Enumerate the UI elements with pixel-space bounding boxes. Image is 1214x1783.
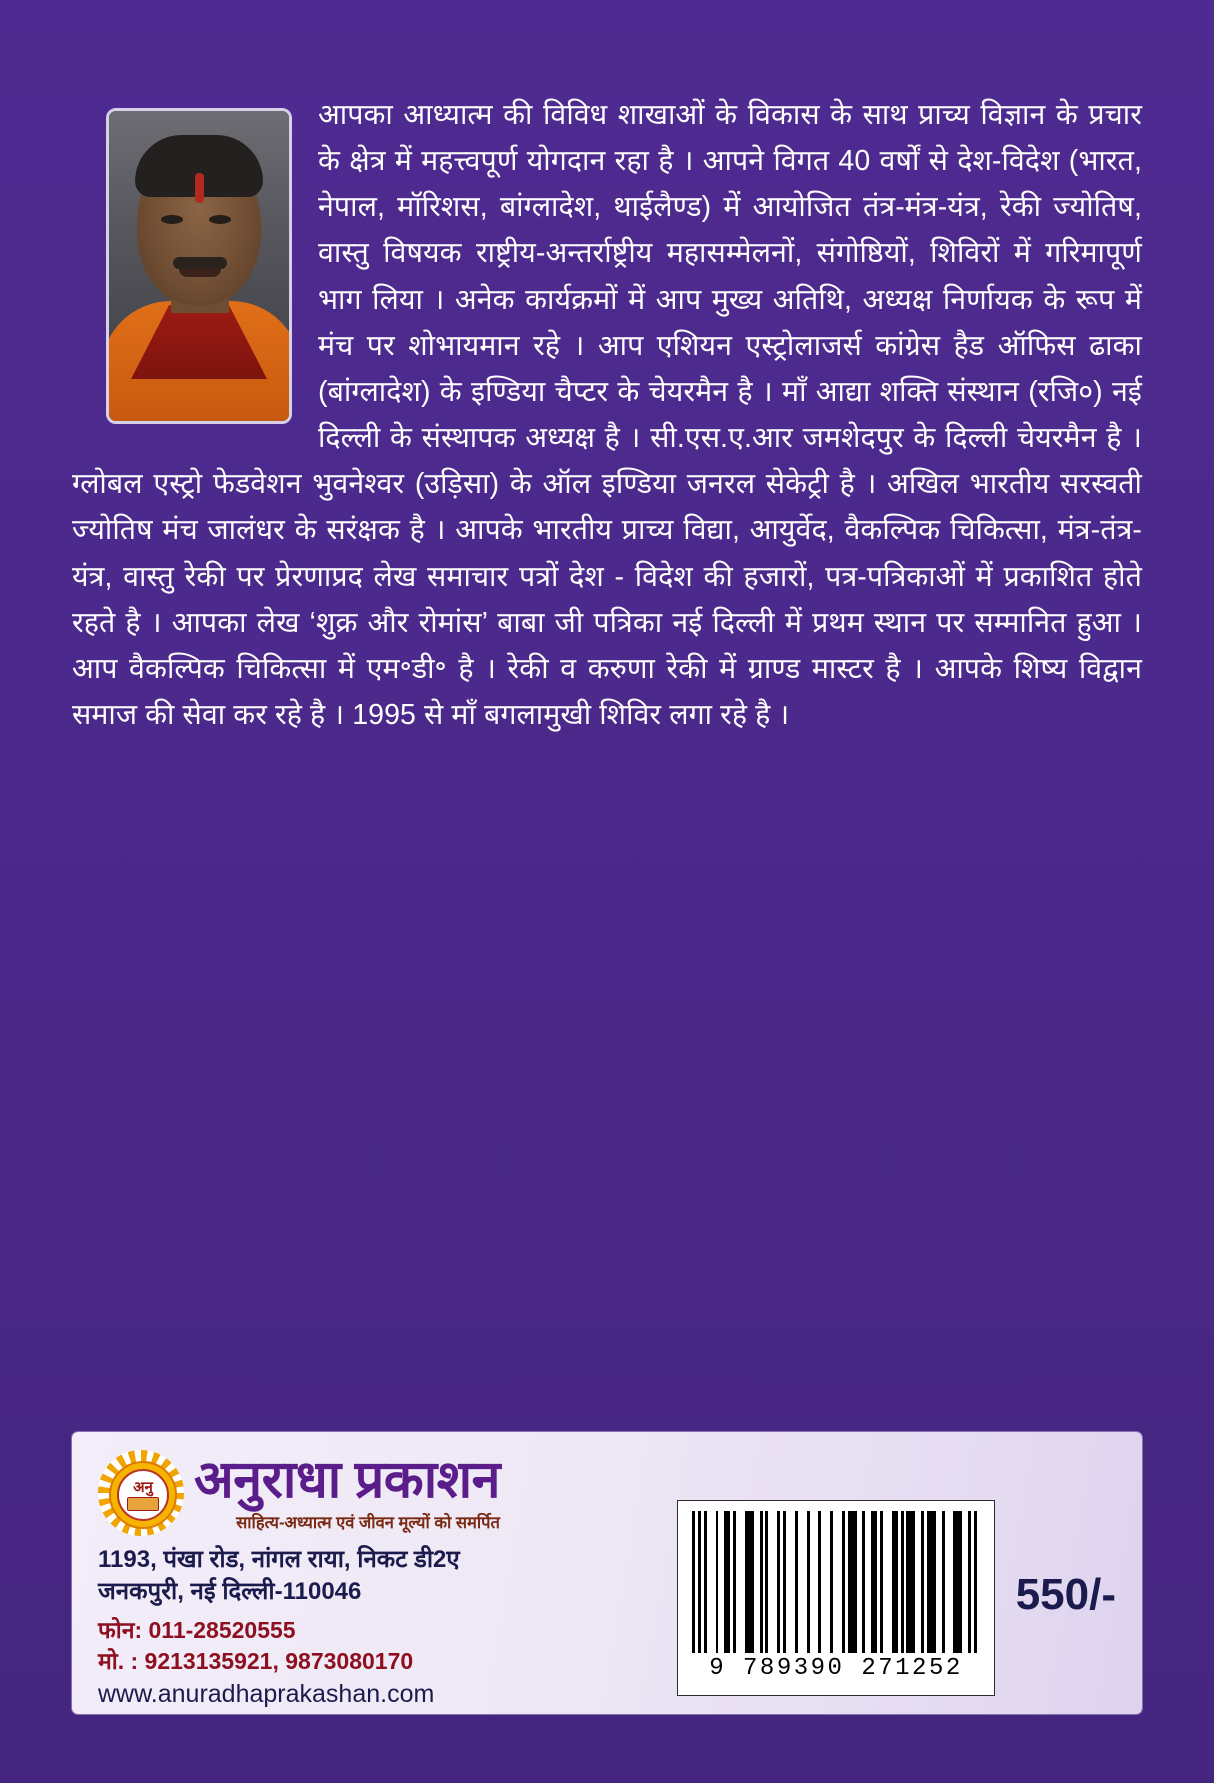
publisher-panel — [72, 1432, 1142, 1714]
publisher-website[interactable]: www.anuradhaprakashan.com — [98, 1680, 435, 1709]
logo-monogram: अनु — [133, 1478, 153, 1496]
price-label: 550/- — [1015, 1570, 1116, 1619]
publisher-details — [98, 1450, 658, 1709]
barcode-bars — [692, 1511, 980, 1653]
publisher-address — [98, 1544, 658, 1609]
publisher-name-block — [194, 1453, 500, 1532]
sun-logo-icon — [98, 1450, 184, 1536]
publisher-contact — [98, 1615, 658, 1677]
photo-moustache — [173, 257, 227, 269]
author-photo — [106, 108, 292, 424]
sun-inner-icon — [117, 1469, 169, 1521]
barcode-digits: 9 789390 271252 — [709, 1655, 963, 1682]
publisher-logo-row — [98, 1450, 658, 1536]
photo-tilak — [195, 173, 204, 203]
author-bio-text: आपका आध्यात्म की विविध शाखाओं के विकास के साथ प्राच्य विज्ञान के प्रचार के क्षेत्र में महत्त्वपूर्ण योगदान रहा है । आपने विगत 40 वर्षों से देश-विदेश (भारत, नेपाल, मॉरिशस, बांग्लादेश, थाईलैण्ड) में आयोजित तंत्र-मंत्र-यंत्र, रेकी ज्योतिष, वास्तु विषयक राष्ट्रीय-अन्तर्राष्ट्रीय महासम्मेलनों, संगोष्ठियों, शिविरों में गरिमापूर्ण भाग लिया । अनेक कार्यक्रमों में आप मुख्य अतिथि, अध्यक्ष निर्णायक के रूप में मंच पर शोभायमान रहे । आप एशियन एस्ट्रोलाजर्स कांग्रेस हैड ऑफिस ढाका (बांग्लादेश) के इण्डिया चैप्टर के चेयरमैन है । माँ आद्या शक्ति संस्थान (रजि०) नई दिल्ली के संस्थापक अध्यक्ष है । सी.एस.ए.आर जमशेदपुर के दिल्ली चेयरमैन है । ग्लोबल एस्ट्रो फेडवेशन भुवनेश्वर (उड़िसा) के ऑल इण्डिया जनरल सेकेट्री है । अखिल भारतीय सरस्वती ज्योतिष मंच जालंधर के सरंक्षक है । आपके भारतीय प्राच्य विद्या, आयुर्वेद, वैकल्पिक चिकित्सा, मंत्र-तंत्र-यंत्र, वास्तु रेकी पर प्रेरणाप्रद लेख समाचार पत्रों देश - विदेश की हजारों, पत्र-पत्रिकाओं में प्रकाशित होते रहते है । आपका लेख ‘शुक्र और रोमांस’ बाबा जी पत्रिका नई दिल्ली में प्रथम स्थान पर सम्मानित हुआ । आप वैकल्पिक चिकित्सा में एम॰डी॰ है । रेकी व करुणा रेकी में ग्राण्ड मास्टर है । आपके शिष्य विद्वान समाज की सेवा कर रहे है । 1995 से माँ बगलामुखी शिविर लगा रहे है । — [72, 99, 1142, 732]
publisher-mobile: मो. : 9213135921, 9873080170 — [98, 1647, 414, 1674]
address-line-2: जनकपुरी, नई दिल्ली-110046 — [98, 1578, 362, 1606]
publisher-name: अनुराधा प्रकाशन — [194, 1451, 500, 1510]
book-icon — [127, 1497, 159, 1511]
barcode — [677, 1500, 995, 1696]
author-bio-section — [72, 92, 1142, 738]
publisher-tagline: साहित्य-अध्यात्म एवं जीवन मूल्यों को समर्पित — [236, 1513, 500, 1532]
address-line-1: 1193, पंखा रोड, नांगल राया, निकट डी2ए — [98, 1546, 460, 1573]
photo-right-eye — [209, 215, 231, 224]
photo-mouth — [179, 269, 221, 277]
publisher-phone: फोन: 011-28520555 — [98, 1616, 296, 1643]
photo-left-eye — [161, 215, 183, 224]
